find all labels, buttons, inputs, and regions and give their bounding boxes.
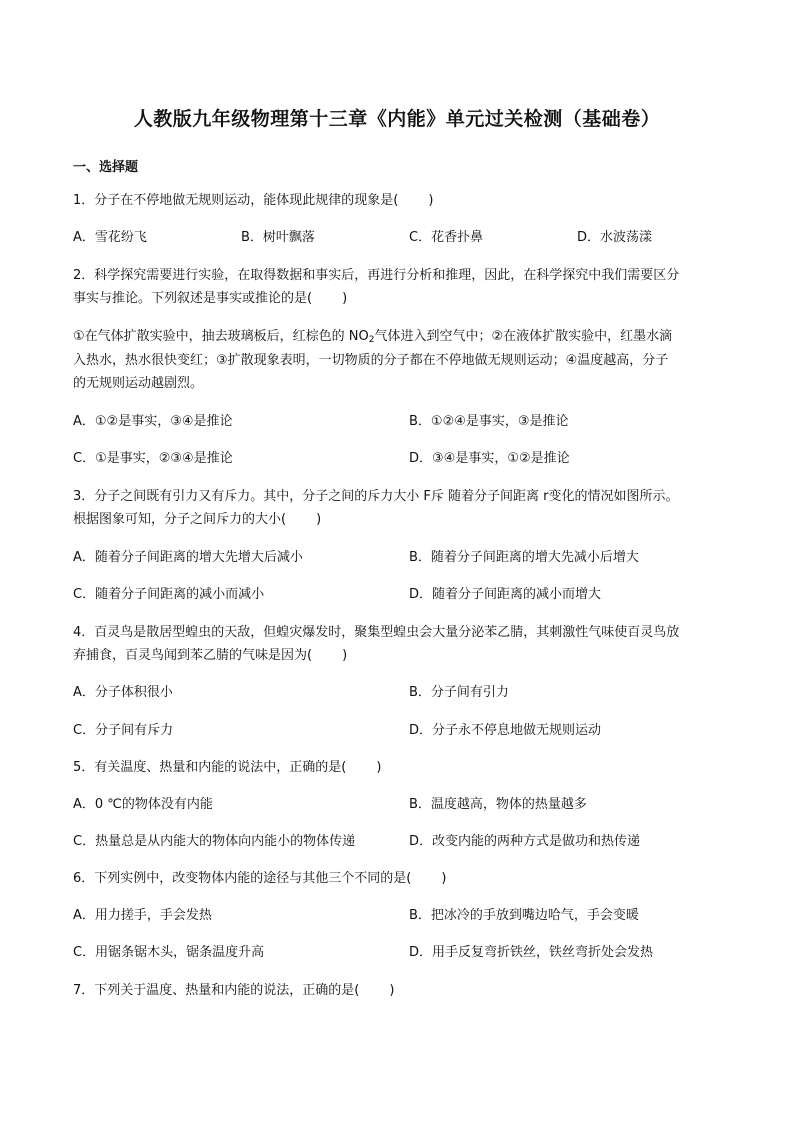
question-1-stem: 1．分子在不停地做无规则运动，能体现此规律的现象是( ) (73, 193, 434, 208)
question-2-option-d[interactable]: D．③④是事实，①②是推论 (409, 451, 570, 466)
question-1-option-d[interactable]: D．水波荡漾 (577, 230, 653, 245)
question-3-option-a[interactable]: A．随着分子间距离的增大先增大后减小 (73, 550, 303, 565)
question-2-option-a[interactable]: A．①②是事实，③④是推论 (73, 414, 233, 429)
question-2-material-line-2: 入热水，热水很快变红；③扩散现象表明，一切物质的分子都在不停地做无规则运动；④温度越高，分子 (73, 353, 669, 368)
question-3-stem-line-2: 根据图象可知，分子之间斥力的大小( ) (73, 512, 322, 527)
question-5-option-c[interactable]: C．热量总是从内能大的物体向内能小的物体传递 (73, 834, 356, 849)
question-2-option-b[interactable]: B．①②④是事实，③是推论 (409, 414, 569, 429)
question-2-option-c[interactable]: C．①是事实，②③④是推论 (73, 451, 233, 466)
question-4-option-a[interactable]: A．分子体积很小 (73, 685, 173, 700)
question-2-material-line-1: ①在气体扩散实验中，抽去玻璃板后，红棕色的 $NO_2$气体进入到空气中；②在液体扩散实验中，红墨水滴 (73, 329, 673, 345)
question-2-stem-line-2: 事实与推论。下列叙述是事实或推论的是( ) (73, 291, 348, 306)
question-7-stem: 7．下列关于温度、热量和内能的说法，正确的是( ) (73, 983, 395, 998)
question-6-option-b[interactable]: B．把冰冷的手放到嘴边哈气，手会变暖 (409, 908, 639, 923)
question-3-option-b[interactable]: B．随着分子间距离的增大先减小后增大 (409, 550, 639, 565)
question-4-stem-line-2: 弃捕食，百灵鸟闻到苯乙腈的气味是因为( ) (73, 648, 348, 663)
page-title: 人教版九年级物理第十三章《内能》单元过关检测（基础卷） (133, 108, 661, 130)
question-1-option-a[interactable]: A．雪花纷飞 (73, 230, 147, 245)
question-1-option-b[interactable]: B．树叶飘落 (241, 230, 315, 245)
section-heading: 一、选择题 (73, 160, 139, 175)
question-5-stem: 5．有关温度、热量和内能的说法中，正确的是( ) (73, 760, 382, 775)
question-4-stem-line-1: 4．百灵鸟是散居型蝗虫的天敌，但蝗灾爆发时，聚集型蝗虫会大量分泌苯乙腈，其刺激性气味使百灵鸟放 (73, 625, 680, 640)
question-2-material-line-3: 的无规则运动越剧烈。 (73, 376, 204, 391)
question-3-option-c[interactable]: C．随着分子间距离的减小而减小 (73, 587, 265, 602)
question-2-stem-line-1: 2．科学探究需要进行实验，在取得数据和事实后，再进行分析和推理，因此，在科学探究中我们需要区分 (73, 268, 680, 283)
question-4-option-c[interactable]: C．分子间有斥力 (73, 723, 174, 738)
question-3-stem-line-1: 3．分子之间既有引力又有斥力。其中，分子之间的斥力大小 F斥 随着分子间距离 r变化的情况如图所示。 (73, 489, 679, 504)
question-6-option-a[interactable]: A．用力搓手，手会发热 (73, 908, 212, 923)
question-6-option-c[interactable]: C．用锯条锯木头，锯条温度升高 (73, 945, 265, 960)
question-1-option-c[interactable]: C．花香扑鼻 (409, 230, 484, 245)
question-4-option-b[interactable]: B．分子间有引力 (409, 685, 509, 700)
question-3-option-d[interactable]: D．随着分子间距离的减小而增大 (409, 587, 602, 602)
question-6-option-d[interactable]: D．用手反复弯折铁丝，铁丝弯折处会发热 (409, 945, 654, 960)
question-6-stem: 6．下列实例中，改变物体内能的途径与其他三个不同的是( ) (73, 871, 447, 886)
question-4-option-d[interactable]: D．分子永不停息地做无规则运动 (409, 723, 602, 738)
question-5-option-a[interactable]: A．0 ℃的物体没有内能 (73, 797, 213, 812)
question-5-option-d[interactable]: D．改变内能的两种方式是做功和热传递 (409, 834, 641, 849)
question-5-option-b[interactable]: B．温度越高，物体的热量越多 (409, 797, 587, 812)
